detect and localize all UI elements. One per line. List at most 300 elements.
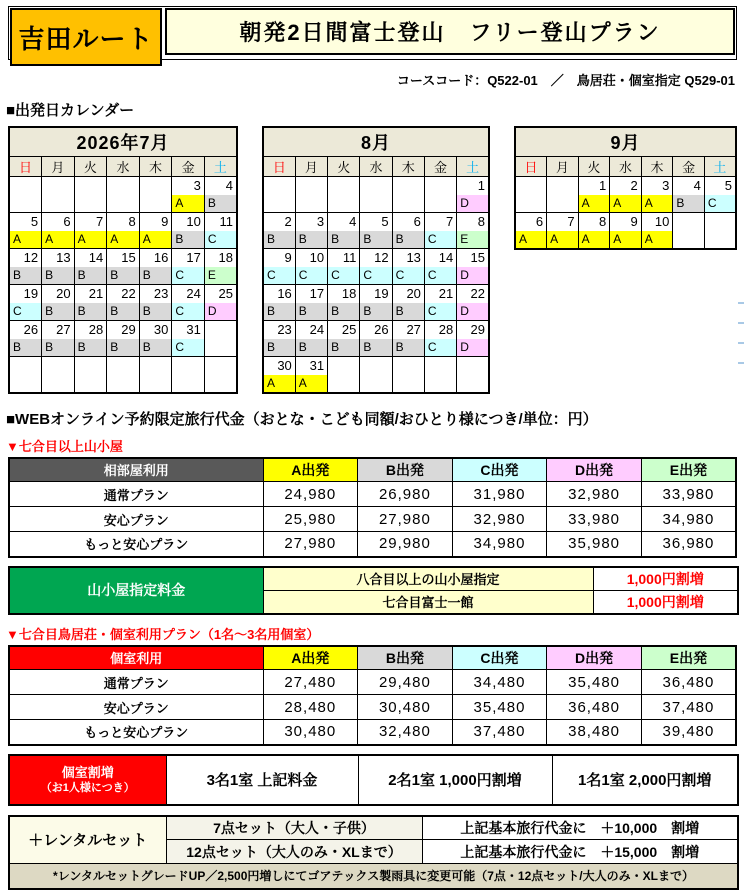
price-value: 35,480 xyxy=(452,695,547,720)
hut-price-table xyxy=(8,457,737,558)
price-value: 37,480 xyxy=(641,695,736,720)
calendar-day-cell xyxy=(107,248,140,284)
calendar-day-cell xyxy=(424,176,456,212)
departure-code: C xyxy=(425,267,456,284)
day-number: 12 xyxy=(23,249,39,265)
calendar-day-cell xyxy=(295,284,327,320)
departure-code: B xyxy=(140,339,172,356)
day-number: 24 xyxy=(309,321,325,337)
day-number: 27 xyxy=(56,321,71,337)
day-number xyxy=(75,357,107,375)
calendar-september xyxy=(514,126,737,250)
hut-fee-amount: 1,000円割増 xyxy=(593,567,738,591)
day-number: 20 xyxy=(406,285,421,301)
table-header-row xyxy=(9,458,736,482)
departure-code xyxy=(425,375,456,392)
table-row xyxy=(9,670,736,695)
departure-column-header: C出発 xyxy=(452,646,547,670)
departure-column-header: B出発 xyxy=(358,646,453,670)
departure-code xyxy=(516,195,546,212)
calendar-week-row xyxy=(9,248,237,284)
day-number: 16 xyxy=(153,249,169,265)
weekday-label: 金 xyxy=(172,156,205,176)
day-number: 6 xyxy=(63,213,71,229)
weekday-label: 日 xyxy=(9,156,42,176)
departure-code xyxy=(107,375,139,392)
departure-code xyxy=(296,195,327,212)
day-number xyxy=(42,357,74,375)
rental-label: ＋レンタルセット xyxy=(9,816,166,864)
calendar-day-cell xyxy=(263,320,295,356)
calendar-day-cell xyxy=(42,284,75,320)
calendar-day-cell xyxy=(204,320,237,356)
calendar-day-cell xyxy=(74,248,107,284)
table-row xyxy=(9,507,736,532)
day-number xyxy=(107,357,139,375)
calendar-day-cell xyxy=(74,320,107,356)
day-number: 3 xyxy=(316,213,325,229)
weekday-label: 土 xyxy=(704,156,736,176)
day-number: 27 xyxy=(406,321,421,337)
calendar-day-cell xyxy=(204,284,237,320)
day-number xyxy=(393,357,424,375)
departure-code: B xyxy=(205,195,236,212)
departure-code: B xyxy=(107,303,139,320)
calendar-day-cell xyxy=(392,284,424,320)
departure-code: B xyxy=(360,339,391,356)
departure-code: B xyxy=(10,267,41,284)
calendar-day-cell xyxy=(42,176,75,212)
calendar-day-cell xyxy=(42,320,75,356)
calendar-day-cell xyxy=(424,284,456,320)
calendar-day-cell xyxy=(704,212,736,249)
table-row xyxy=(9,532,736,557)
calendar-day-cell xyxy=(204,176,237,212)
hut-fee-item: 八合目以上の山小屋指定 xyxy=(263,567,593,591)
calendar-august xyxy=(262,126,490,394)
departure-code: A xyxy=(172,195,204,212)
table-header-row xyxy=(9,646,736,670)
price-value: 35,980 xyxy=(547,532,642,557)
day-number xyxy=(328,177,359,195)
calendar-day-cell xyxy=(641,176,673,212)
day-number: 30 xyxy=(277,357,292,373)
day-number: 31 xyxy=(309,357,325,373)
day-number xyxy=(75,177,107,195)
day-number: 2 xyxy=(284,213,292,229)
calendar-day-cell xyxy=(74,284,107,320)
private-surcharge-table xyxy=(8,754,739,806)
calendar-day-cell xyxy=(392,176,424,212)
calendar-day-cell xyxy=(360,284,392,320)
rental-set-fee: 上記基本旅行代金に ＋15,000 割増 xyxy=(422,840,738,864)
day-number: 2 xyxy=(630,177,638,193)
table-row xyxy=(9,720,736,745)
day-number: 13 xyxy=(406,249,421,265)
day-number xyxy=(10,357,41,375)
hut-fee-amount: 1,000円割増 xyxy=(593,590,738,614)
price-value: 39,480 xyxy=(641,720,736,745)
hut-price-table-mount xyxy=(0,457,745,558)
day-number: 19 xyxy=(374,285,389,301)
weekday-label: 水 xyxy=(107,156,140,176)
departure-code: A xyxy=(140,231,172,248)
page-break-mark xyxy=(738,302,744,304)
departure-code: B xyxy=(172,231,204,248)
departure-code: D xyxy=(205,303,236,320)
price-value: 34,980 xyxy=(641,507,736,532)
price-value: 29,480 xyxy=(358,670,453,695)
day-number: 26 xyxy=(23,321,39,337)
calendar-day-cell xyxy=(704,176,736,212)
day-number: 1 xyxy=(598,177,607,193)
departure-code: B xyxy=(42,267,74,284)
calendar-day-cell xyxy=(9,356,42,393)
day-number: 23 xyxy=(153,285,169,301)
day-number: 21 xyxy=(88,285,104,301)
price-value: 36,980 xyxy=(641,532,736,557)
departure-code xyxy=(393,375,424,392)
departure-code: A xyxy=(642,231,673,248)
departure-code: A xyxy=(296,375,327,392)
day-number xyxy=(547,177,578,195)
departure-code: B xyxy=(393,231,424,248)
price-value: 32,980 xyxy=(452,507,547,532)
table-row xyxy=(9,755,738,805)
calendar-month-title: 9月 xyxy=(515,127,736,156)
table-corner-label: 個室利用 xyxy=(9,646,263,670)
calendar-week-row xyxy=(263,248,489,284)
day-number: 28 xyxy=(438,321,454,337)
departure-code xyxy=(205,339,236,356)
departure-code: B xyxy=(42,339,74,356)
day-number xyxy=(42,177,74,195)
calendar-week-row xyxy=(263,284,489,320)
departure-code xyxy=(328,195,359,212)
departure-code: B xyxy=(328,303,359,320)
table-corner-label: 相部屋利用 xyxy=(9,458,263,482)
calendar-day-cell xyxy=(139,284,172,320)
private-room-subheading: ▼七合目鳥居荘・個室利用プラン（1名～3名用個室） xyxy=(6,626,320,642)
departure-code: A xyxy=(10,231,41,248)
departure-code: B xyxy=(75,303,107,320)
calendar-day-cell xyxy=(424,356,456,393)
day-number: 17 xyxy=(186,249,201,265)
calendar-day-cell xyxy=(139,356,172,393)
calendar-day-cell xyxy=(139,176,172,212)
day-number: 18 xyxy=(218,249,233,265)
calendar-day-cell xyxy=(328,212,360,248)
day-number: 22 xyxy=(121,285,136,301)
day-number xyxy=(107,177,139,195)
departure-code: C xyxy=(205,231,236,248)
departure-code xyxy=(457,375,488,392)
calendar-week-row xyxy=(263,176,489,212)
day-number: 19 xyxy=(23,285,39,301)
departure-code: D xyxy=(457,339,488,356)
calendar-day-cell xyxy=(392,356,424,393)
departure-code: A xyxy=(264,375,295,392)
weekday-label: 木 xyxy=(392,156,424,176)
calendar-day-cell xyxy=(457,176,489,212)
calendar-day-cell xyxy=(295,248,327,284)
calendar-day-cell xyxy=(9,212,42,248)
price-value: 32,480 xyxy=(358,720,453,745)
departure-code: C xyxy=(172,303,204,320)
calendar-day-cell xyxy=(74,212,107,248)
calendar-week-row xyxy=(515,176,736,212)
departure-code xyxy=(393,195,424,212)
calendar-day-cell xyxy=(424,248,456,284)
hut-subheading: ▼七合目以上山小屋 xyxy=(6,438,123,454)
calendar-day-cell xyxy=(139,320,172,356)
departure-code: B xyxy=(296,303,327,320)
day-number: 23 xyxy=(277,321,292,337)
page-break-mark xyxy=(738,342,744,344)
calendar-month-title: 8月 xyxy=(263,127,489,156)
departure-code: A xyxy=(579,195,610,212)
calendar-day-cell xyxy=(457,284,489,320)
day-number: 5 xyxy=(30,213,39,229)
day-number: 10 xyxy=(186,213,201,229)
departure-code: C xyxy=(425,339,456,356)
calendar-day-cell xyxy=(42,356,75,393)
departure-code: E xyxy=(205,267,236,284)
day-number: 14 xyxy=(438,249,454,265)
day-number xyxy=(516,177,546,195)
calendar-day-cell xyxy=(610,212,642,249)
calendar-day-cell xyxy=(172,248,205,284)
rental-set-fee: 上記基本旅行代金に ＋10,000 割増 xyxy=(422,816,738,840)
day-number xyxy=(328,357,359,375)
calendar-day-cell xyxy=(263,212,295,248)
departure-code xyxy=(42,375,74,392)
calendar-week-row xyxy=(263,212,489,248)
departure-code xyxy=(75,195,107,212)
calendar-day-cell xyxy=(328,248,360,284)
surcharge-option: 1名1室 2,000円割増 xyxy=(552,755,738,805)
calendar-day-cell xyxy=(9,320,42,356)
calendar-day-cell xyxy=(263,284,295,320)
day-number xyxy=(140,357,172,375)
day-number: 8 xyxy=(477,213,485,229)
plan-label: もっと安心プラン xyxy=(9,720,263,745)
departure-code: D xyxy=(457,267,488,284)
departure-code xyxy=(107,195,139,212)
departure-code: B xyxy=(107,267,139,284)
calendar-day-cell xyxy=(673,176,705,212)
calendar-week-row xyxy=(9,356,237,393)
day-number: 25 xyxy=(218,285,233,301)
calendar-day-cell xyxy=(578,212,610,249)
day-number xyxy=(264,177,295,195)
price-value: 25,980 xyxy=(263,507,358,532)
calendar-day-cell xyxy=(295,212,327,248)
price-value: 36,480 xyxy=(547,695,642,720)
day-number: 11 xyxy=(219,213,233,229)
departure-code xyxy=(140,195,172,212)
day-number: 4 xyxy=(693,177,701,193)
day-number: 3 xyxy=(193,177,201,193)
price-value: 36,480 xyxy=(641,670,736,695)
departure-code: B xyxy=(393,303,424,320)
calendar-day-cell xyxy=(424,212,456,248)
calendar-day-cell xyxy=(457,212,489,248)
private-price-table-mount xyxy=(0,645,745,746)
surcharge-option: 2名1室 1,000円割増 xyxy=(358,755,552,805)
day-number: 30 xyxy=(153,321,169,337)
calendar-day-cell xyxy=(360,248,392,284)
departure-code: C xyxy=(425,303,456,320)
departure-code: A xyxy=(75,231,107,248)
calendar-day-cell xyxy=(263,248,295,284)
day-number: 3 xyxy=(662,177,670,193)
weekday-label: 日 xyxy=(515,156,547,176)
departure-code xyxy=(140,375,172,392)
day-number: 8 xyxy=(598,213,607,229)
calendar-day-cell xyxy=(42,212,75,248)
price-value: 29,980 xyxy=(358,532,453,557)
calendar-week-row xyxy=(9,176,237,212)
departure-code xyxy=(264,195,295,212)
table-row xyxy=(9,864,738,889)
calendar-day-cell xyxy=(328,320,360,356)
day-number: 4 xyxy=(225,177,233,193)
calendar-day-cell xyxy=(515,176,547,212)
day-number: 5 xyxy=(381,213,389,229)
rental-set-table xyxy=(8,815,739,890)
rental-set-name: 7点セット（大人・子供） xyxy=(166,816,422,840)
route-badge: 吉田ルート xyxy=(10,8,162,66)
hut-fee-item: 七合目富士一館 xyxy=(263,590,593,614)
day-number: 29 xyxy=(470,321,485,337)
calendar-week-row xyxy=(263,356,489,393)
page-break-mark xyxy=(738,322,744,324)
departure-code: D xyxy=(457,303,488,320)
day-number: 7 xyxy=(567,213,575,229)
surcharge-label-line1: 個室割増 xyxy=(61,764,114,780)
departure-code: B xyxy=(75,267,107,284)
calendar-day-cell xyxy=(360,212,392,248)
weekday-label: 木 xyxy=(641,156,673,176)
calendar-week-row xyxy=(9,320,237,356)
surcharge-label xyxy=(9,755,166,805)
departure-code: A xyxy=(642,195,673,212)
day-number xyxy=(673,213,704,231)
table-row xyxy=(9,567,738,591)
day-number: 10 xyxy=(309,249,325,265)
departure-code: A xyxy=(107,231,139,248)
departure-code xyxy=(673,231,704,248)
weekday-label: 火 xyxy=(74,156,107,176)
table-row xyxy=(9,695,736,720)
departure-code: A xyxy=(42,231,74,248)
weekday-label: 木 xyxy=(139,156,172,176)
calendar-week-row xyxy=(263,320,489,356)
calendar-day-cell xyxy=(172,176,205,212)
plan-label: 通常プラン xyxy=(9,482,263,507)
calendars-row xyxy=(8,126,737,394)
day-number: 7 xyxy=(95,213,104,229)
departure-column-header: D出発 xyxy=(547,458,642,482)
calendar-day-cell xyxy=(295,176,327,212)
plan-label: 安心プラン xyxy=(9,695,263,720)
calendar-week-row xyxy=(515,212,736,249)
day-number: 25 xyxy=(341,321,357,337)
calendar-day-cell xyxy=(204,356,237,393)
departure-column-header: B出発 xyxy=(358,458,453,482)
weekday-label: 水 xyxy=(360,156,392,176)
price-value: 30,480 xyxy=(358,695,453,720)
day-number: 31 xyxy=(186,321,201,337)
private-price-table xyxy=(8,645,737,746)
departure-code xyxy=(328,375,359,392)
calendar-week-row xyxy=(9,284,237,320)
day-number: 9 xyxy=(284,249,292,265)
calendar-month-title: 2026年7月 xyxy=(9,127,237,156)
departure-code: B xyxy=(264,231,295,248)
calendar-day-cell xyxy=(295,320,327,356)
calendar-day-cell xyxy=(424,320,456,356)
departure-code xyxy=(360,375,391,392)
price-value: 28,480 xyxy=(263,695,358,720)
plan-label: もっと安心プラン xyxy=(9,532,263,557)
day-number: 7 xyxy=(445,213,454,229)
departure-code: E xyxy=(457,231,488,248)
departure-code xyxy=(172,375,204,392)
day-number: 21 xyxy=(438,285,454,301)
departure-code: B xyxy=(140,303,172,320)
departure-code: B xyxy=(75,339,107,356)
departure-code: B xyxy=(360,231,391,248)
calendar-day-cell xyxy=(263,176,295,212)
calendar-day-cell xyxy=(107,212,140,248)
day-number: 20 xyxy=(56,285,71,301)
departure-code xyxy=(75,375,107,392)
calendar-day-cell xyxy=(328,176,360,212)
calendar-day-cell xyxy=(74,176,107,212)
day-number: 24 xyxy=(186,285,201,301)
departure-code: C xyxy=(360,267,391,284)
departure-code: B xyxy=(264,339,295,356)
day-number: 6 xyxy=(535,213,544,229)
weekday-label: 日 xyxy=(263,156,295,176)
calendar-day-cell xyxy=(673,212,705,249)
calendar-day-cell xyxy=(578,176,610,212)
departure-code: A xyxy=(610,195,641,212)
departure-column-header: D出発 xyxy=(547,646,642,670)
departure-column-header: E出発 xyxy=(641,646,736,670)
price-value: 27,980 xyxy=(358,507,453,532)
price-value: 26,980 xyxy=(358,482,453,507)
calendar-day-cell xyxy=(295,356,327,393)
price-value: 37,480 xyxy=(452,720,547,745)
day-number xyxy=(457,357,488,375)
price-section-heading: ■WEBオンライン予約限定旅行代金（おとな・こども同額/おひとり様につき/単位：円） xyxy=(6,410,598,428)
day-number: 29 xyxy=(121,321,136,337)
calendar-day-cell xyxy=(172,320,205,356)
calendar-day-cell xyxy=(457,248,489,284)
day-number: 8 xyxy=(128,213,136,229)
day-number: 1 xyxy=(477,177,485,193)
calendar-day-cell xyxy=(641,212,673,249)
departure-code: A xyxy=(516,231,546,248)
calendar-day-cell xyxy=(204,248,237,284)
calendar-day-cell xyxy=(547,212,579,249)
departure-column-header: E出発 xyxy=(641,458,736,482)
calendar-day-cell xyxy=(328,284,360,320)
calendar-day-cell xyxy=(172,356,205,393)
